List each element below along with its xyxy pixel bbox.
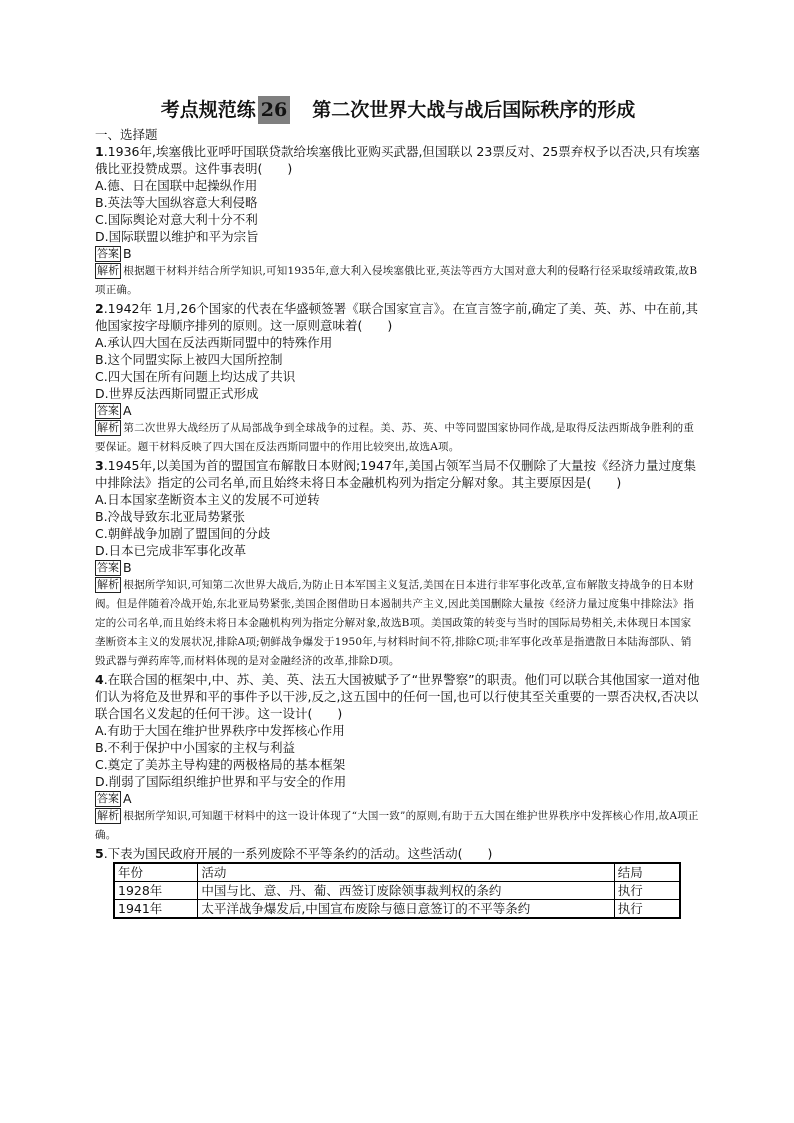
analysis-tag: 解析 [97, 578, 120, 591]
question-block [95, 143, 701, 300]
option-d: D.世界反法西斯同盟正式形成 [95, 386, 259, 401]
answer-tag: 答案 [97, 791, 119, 805]
option-b: B.不利于保护中小国家的主权与利益 [95, 740, 296, 755]
analysis-tag: 解析 [97, 264, 120, 277]
table-header-row [114, 863, 680, 882]
title-prefix: 考点规范练 [160, 99, 256, 121]
analysis-text: 解析 第二次世界大战经历了从局部战争到全球战争的过程。美、苏、英、中等同盟国家协同作战,是取得反法西斯战争胜利的重要保证。题干材料反映了四大国在反法西斯同盟中的作用比较突出,故选A项。 [95, 421, 695, 453]
answer-row [95, 245, 701, 262]
table-header-cell: 结局 [614, 863, 680, 882]
question-stem: 2.1942年 1月,26个国家的代表在华盛顿签署《联合国家宣言》。在宣言签字前,确定了美、英、苏、中在前,其他国家按字母顺序排列的原则。这一原则意味着( ) [95, 301, 698, 333]
title-main: 第二次世界大战与战后国际秩序的形成 [312, 99, 636, 121]
option-a: A.日本国家垄断资本主义的发展不可逆转 [95, 492, 320, 507]
question-stem: 1.1936年,埃塞俄比亚呼吁国联贷款给埃塞俄比亚购买武器,但国联以 23票反对、25票弃权予以否决,只有埃塞俄比亚投赞成票。这件事表明( ) [95, 144, 700, 176]
option-d: D.削弱了国际组织维护世界和平与安全的作用 [95, 774, 347, 789]
analysis-tag: 解析 [97, 809, 120, 822]
analysis-tag: 解析 [97, 421, 120, 434]
question-block [95, 671, 701, 845]
answer-value: A [123, 403, 132, 418]
analysis-text: 解析 根据题干材料并结合所学知识,可知1935年,意大利入侵埃塞俄比亚,英法等西方大国对意大利的侵略行径采取绥靖政策,故B项正确。 [95, 264, 698, 296]
analysis-text: 解析 根据所学知识,可知第二次世界大战后,为防止日本军国主义复活,美国在日本进行非军事化改革,宣布解散支持战争的日本财阀。但是伴随着冷战开始,东北亚局势紧张,美国企图借助日本遏制共产主义,因此美国删除大量按《经济力量过度集中排除法》指定的公司名单,而且始终未将日本金融机构列为指定分解对象,故选B项。美国政策的转变与当时的国际局势相关,未体现日本国家垄断资本主义的发展状况,排除A项;朝鲜战争爆发于1950年,与材料时间不符,排除C项;非军事化改革是指遣散日本陆海部队、销毁武器与弹药库等,而材料体现的是对金融经济的改革,排除D项。 [95, 578, 695, 667]
option-b: B.冷战导致东北亚局势紧张 [95, 509, 246, 524]
option-c: C.奠定了美苏主导构建的两极格局的基本框架 [95, 757, 346, 772]
answer-value: B [123, 560, 132, 575]
option-a: A.德、日在国联中起操纵作用 [95, 178, 258, 193]
option-b: B.英法等大国纵容意大利侵略 [95, 195, 258, 210]
answer-tag: 答案 [97, 246, 119, 260]
option-c: C.朝鲜战争加剧了盟国间的分歧 [95, 526, 271, 541]
answer-row [95, 402, 701, 419]
answer-tag: 答案 [97, 403, 119, 417]
question-stem: 4.在联合国的框架中,中、苏、美、英、法五大国被赋予了“世界警察”的职责。他们可以联合其他国家一道对他们认为将危及世界和平的事件予以干涉,反之,这五国中的任何一国,也可以行使其至关重要的一票否决权,否决以联合国名义发起的任何干涉。这一设计( ) [95, 672, 700, 721]
option-c: C.国际舆论对意大利十分不利 [95, 212, 258, 227]
option-d: D.日本已完成非军事化改革 [95, 543, 247, 558]
question-block [95, 845, 701, 919]
table-cell: 太平洋战争爆发后,中国宣布废除与德日意签订的不平等条约 [198, 900, 614, 919]
table-row [114, 882, 680, 900]
option-d: D.国际联盟以维护和平为宗旨 [95, 229, 259, 244]
answer-value: B [123, 246, 132, 261]
question-stem: 5.下表为国民政府开展的一系列废除不平等条约的活动。这些活动( ) [95, 846, 493, 861]
page-title [95, 96, 701, 124]
treaty-table [113, 862, 681, 919]
option-a: A.承认四大国在反法西斯同盟中的特殊作用 [95, 335, 333, 350]
option-c: C.四大国在所有问题上均达成了共识 [95, 369, 296, 384]
table-header-cell: 活动 [198, 863, 614, 882]
option-b: B.这个同盟实际上被四大国所控制 [95, 352, 283, 367]
table-cell: 1928年 [114, 882, 198, 900]
lesson-number-badge: 26 [258, 96, 290, 124]
table-cell: 执行 [614, 882, 680, 900]
table-cell: 中国与比、意、丹、葡、西签订废除领事裁判权的条约 [198, 882, 614, 900]
question-block [95, 300, 701, 457]
table-cell: 执行 [614, 900, 680, 919]
question-block [95, 457, 701, 671]
answer-row [95, 790, 701, 807]
question-stem: 3.1945年,以美国为首的盟国宣布解散日本财阀;1947年,美国占领军当局不仅删除了大量按《经济力量过度集中排除法》指定的公司名单,而且始终未将日本金融机构列为指定分解对象。其主要原因是( ) [95, 458, 696, 490]
table-row [114, 900, 680, 919]
table-cell: 1941年 [114, 900, 198, 919]
table-header-cell: 年份 [114, 863, 198, 882]
answer-row [95, 559, 701, 576]
answer-tag: 答案 [97, 560, 119, 574]
answer-value: A [123, 791, 132, 806]
document-page [95, 96, 701, 919]
section-heading: 一、选择题 [95, 127, 158, 142]
analysis-text: 解析 根据所学知识,可知题干材料中的这一设计体现了“大国一致”的原则,有助于五大国在维护世界秩序中发挥核心作用,故A项正确。 [95, 809, 699, 841]
option-a: A.有助于大国在维护世界秩序中发挥核心作用 [95, 723, 345, 738]
